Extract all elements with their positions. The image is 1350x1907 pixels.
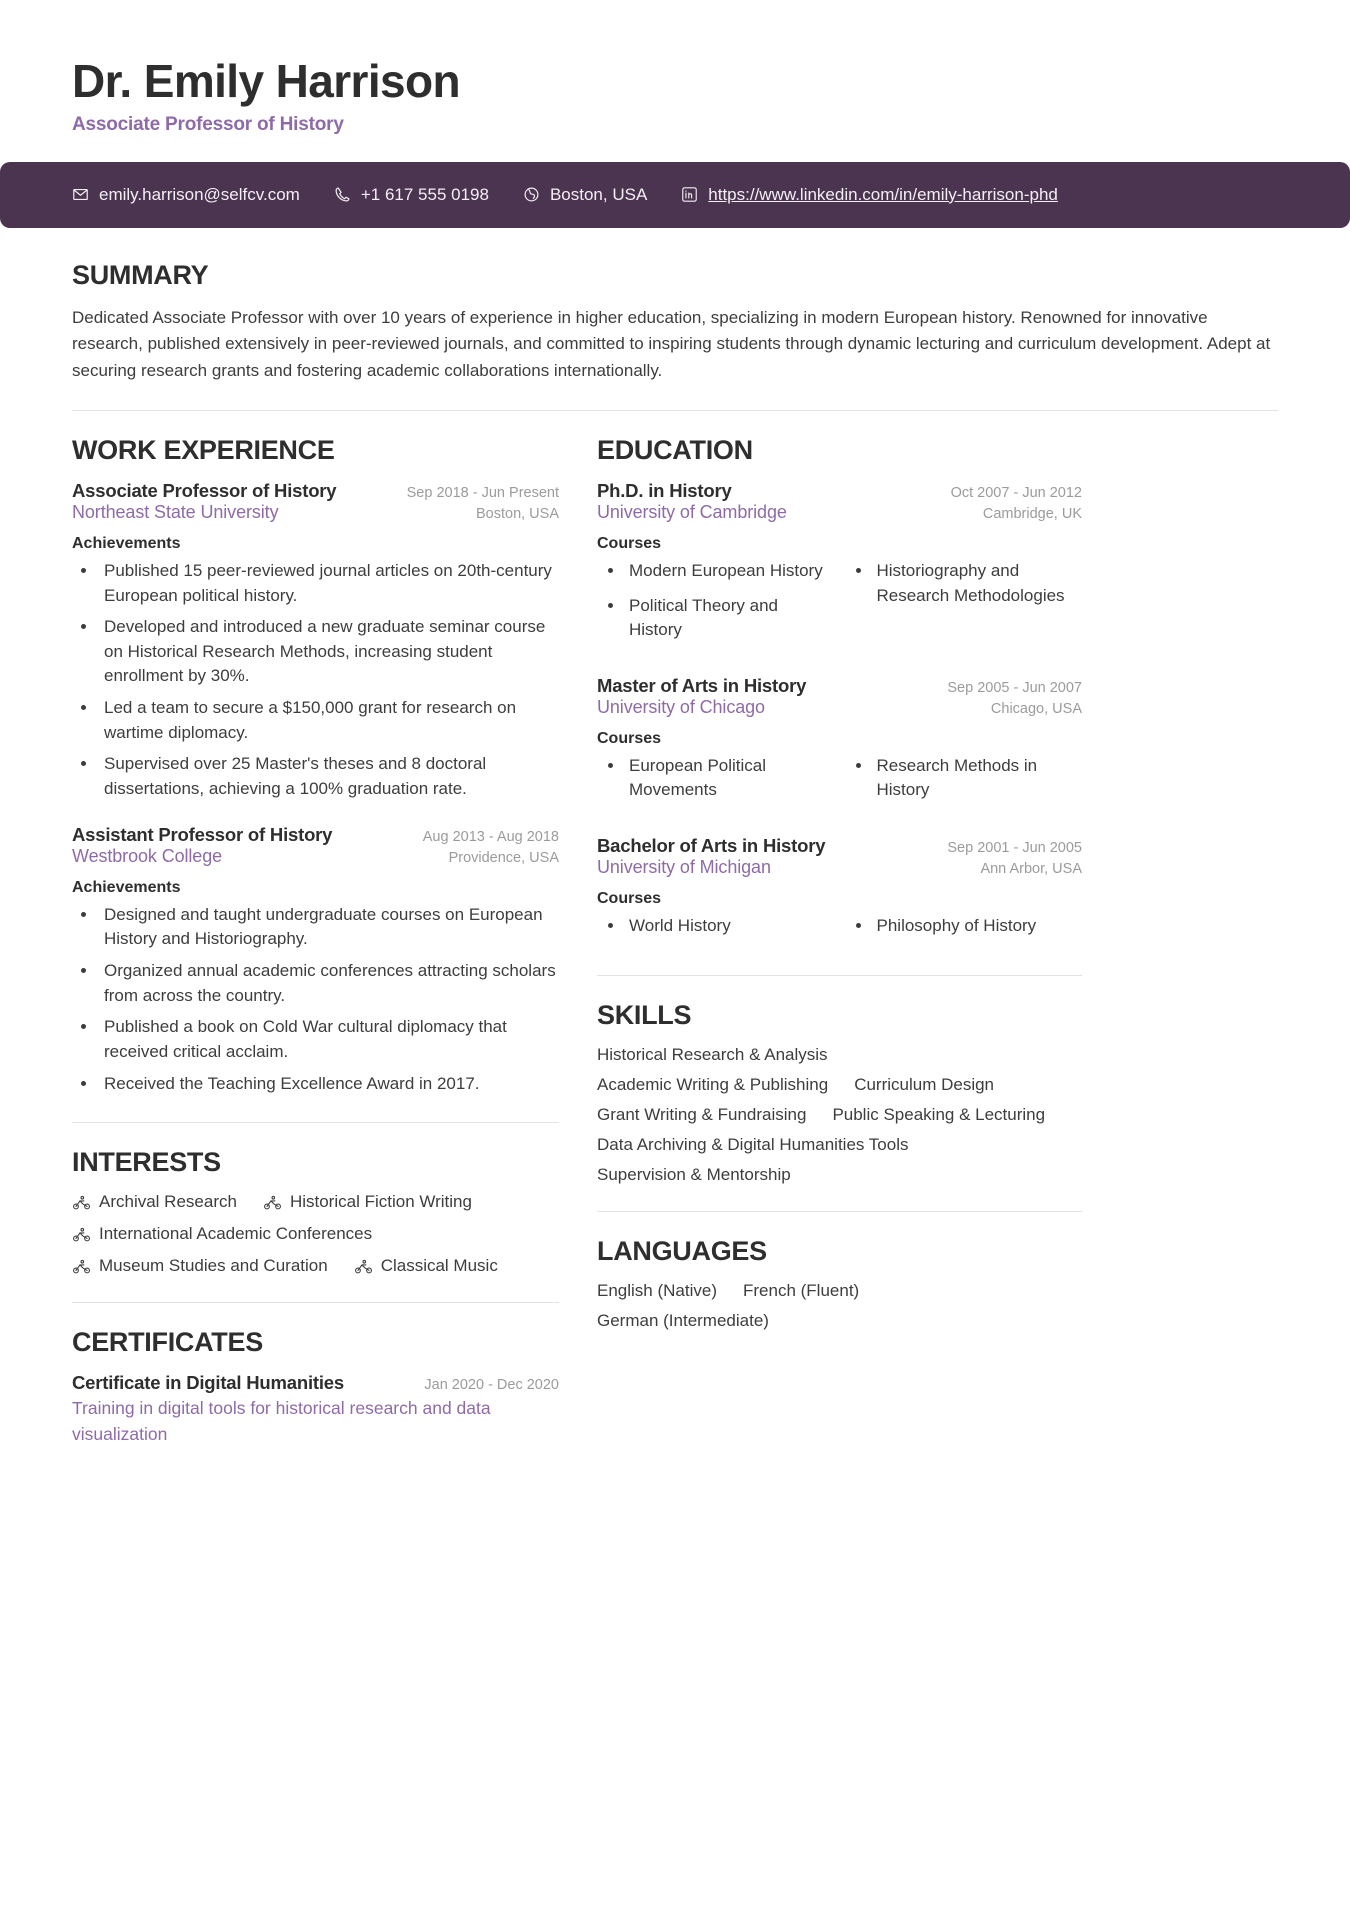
education-location: Chicago, USA [990,700,1082,717]
contact-linkedin-text[interactable]: https://www.linkedin.com/in/emily-harrison-phd [708,184,1058,204]
education-degree: Bachelor of Arts in History [597,835,826,857]
interest-item [72,1256,328,1276]
certificates-section [72,1327,559,1447]
interests-section [72,1147,559,1276]
interest-label: Museum Studies and Curation [99,1256,328,1276]
summary-section [72,228,1278,384]
section-divider [72,410,1278,411]
work-achievements-list [72,903,559,1096]
education-location: Ann Arbor, USA [980,861,1082,878]
language-item: English (Native) [597,1280,717,1300]
education-school: University of Michigan [597,857,771,878]
contact-location-text: Boston, USA [549,184,648,204]
resume-body [0,228,1350,1469]
skill-item: Supervision & Mentorship [597,1164,791,1184]
job-title: Associate Professor of History [72,113,344,135]
achievements-label: Achievements [72,534,181,552]
courses-list [597,754,1082,813]
education-entry [597,480,1082,653]
list-item: • Political Theory and History [625,594,835,643]
list-item: • Published 15 peer-reviewed journal articles on 20th-century European political history. [98,559,559,608]
work-heading: WORK EXPERIENCE [72,434,335,465]
work-entry [72,824,559,1096]
bicycle-icon [72,1193,91,1212]
certificate-dates: Jan 2020 - Dec 2020 [424,1377,559,1394]
education-entry [597,835,1082,949]
achievements-label: Achievements [72,878,181,896]
interest-label: Classical Music [380,1256,498,1276]
skill-item: Historical Research & Analysis [597,1044,828,1064]
list-item: • Developed and introduced a new graduate seminar course on Historical Research Methods, increasing student enrollment by 30%. [98,615,559,689]
interest-label: Historical Fiction Writing [289,1192,472,1212]
list-item: • World History [625,914,835,939]
interest-item [72,1192,237,1212]
skill-item: Grant Writing & Fundraising [597,1104,807,1124]
courses-column [845,754,1083,813]
interest-label: International Academic Conferences [99,1224,373,1244]
language-item: French (Fluent) [743,1280,860,1300]
resume-header [0,0,1350,136]
contact-phone-text: +1 617 555 0198 [360,184,489,204]
education-school: University of Chicago [597,696,765,717]
skills-heading: SKILLS [597,999,692,1030]
envelope-icon [72,186,89,203]
list-item: • Published a book on Cold War cultural diplomacy that received critical acclaim. [98,1015,559,1064]
education-location: Cambridge, UK [982,505,1082,522]
bicycle-icon [72,1257,91,1276]
skill-item: Curriculum Design [854,1074,995,1094]
work-org: Northeast State University [72,501,279,522]
interest-item [263,1192,472,1212]
courses-label: Courses [597,890,662,908]
work-location: Boston, USA [475,505,559,522]
right-column [597,435,1082,1331]
list-item: • Received the Teaching Excellence Award in 2017. [98,1072,559,1097]
courses-column [597,914,835,949]
courses-column [845,914,1083,949]
contact-email-text: emily.harrison@selfcv.com [99,184,300,204]
skill-item: Data Archiving & Digital Humanities Tools [597,1134,909,1154]
courses-label: Courses [597,534,662,552]
list-item: • Led a team to secure a $150,000 grant for research on wartime diplomacy. [98,696,559,745]
interests-heading: INTERESTS [72,1147,221,1178]
contact-phone[interactable] [334,185,489,205]
courses-column [597,559,835,653]
list-item: • European Political Movements [625,754,835,803]
skills-list [597,1045,1082,1185]
bicycle-icon [263,1193,282,1212]
skill-item: Academic Writing & Publishing [597,1074,829,1094]
education-entry [597,675,1082,813]
interests-list [72,1192,559,1276]
contact-bar [0,162,1350,228]
bicycle-icon [354,1257,373,1276]
courses-column [845,559,1083,653]
language-item: German (Intermediate) [597,1310,769,1330]
list-item: • Modern European History [625,559,835,584]
list-item: • Research Methods in History [873,754,1083,803]
section-divider [72,1302,559,1303]
bicycle-icon [72,1225,91,1244]
phone-icon [334,186,351,203]
list-item: • Supervised over 25 Master's theses and 8 doctoral dissertations, achieving a 100% graduation rate. [98,752,559,801]
contact-email[interactable] [72,185,300,205]
education-section [597,435,1082,949]
left-column [72,435,559,1469]
section-divider [72,1122,559,1123]
interest-label: Archival Research [99,1192,237,1212]
page-title: Dr. Emily Harrison [72,55,461,107]
certificate-title: Certificate in Digital Humanities [72,1372,344,1394]
section-divider [597,1211,1082,1212]
work-entry [72,480,559,802]
courses-column [597,754,835,813]
courses-list [597,914,1082,949]
list-item: • Designed and taught undergraduate courses on European History and Historiography. [98,903,559,952]
skill-item: Public Speaking & Lecturing [832,1104,1046,1124]
work-dates: Aug 2013 - Aug 2018 [422,828,559,845]
interest-item [72,1224,559,1244]
languages-heading: LANGUAGES [597,1235,767,1266]
summary-text: Dedicated Associate Professor with over 10 years of experience in higher education, specializing in modern European history. Renowned for innovative research, published extensively in peer-reviewed journals, and committed to inspiring students through dynamic lecturing and curriculum development. Adept at securing research grants and fostering academic collaborations internationally. [72,307,1271,380]
languages-list [597,1281,1082,1331]
summary-heading: SUMMARY [72,259,209,290]
education-heading: EDUCATION [597,434,753,465]
list-item: • Organized annual academic conferences attracting scholars from across the country. [98,959,559,1008]
contact-location [523,185,647,205]
work-location: Providence, USA [448,849,559,866]
languages-section [597,1236,1082,1331]
list-item: • Philosophy of History [873,914,1083,939]
work-title: Associate Professor of History [72,479,337,501]
education-dates: Sep 2001 - Jun 2005 [947,840,1082,857]
courses-label: Courses [597,729,662,747]
skills-section [597,1000,1082,1185]
list-item: • Historiography and Research Methodologies [873,559,1083,608]
education-degree: Ph.D. in History [597,479,732,501]
section-divider [597,975,1082,976]
work-org: Westbrook College [72,845,223,866]
certificates-heading: CERTIFICATES [72,1327,263,1358]
courses-list [597,559,1082,653]
two-column-layout [72,435,1278,1469]
certificate-entry [72,1372,559,1447]
work-experience-section [72,435,559,1096]
education-dates: Oct 2007 - Jun 2012 [950,484,1082,501]
certificate-description: Training in digital tools for historical research and data visualization [72,1398,491,1444]
education-dates: Sep 2005 - Jun 2007 [947,679,1082,696]
contact-linkedin[interactable] [681,185,1058,205]
linkedin-icon [681,186,698,203]
interest-item [354,1256,498,1276]
work-title: Assistant Professor of History [72,823,333,845]
work-dates: Sep 2018 - Jun Present [406,484,559,501]
globe-icon [523,186,540,203]
education-degree: Master of Arts in History [597,674,807,696]
work-achievements-list [72,559,559,802]
education-school: University of Cambridge [597,501,787,522]
